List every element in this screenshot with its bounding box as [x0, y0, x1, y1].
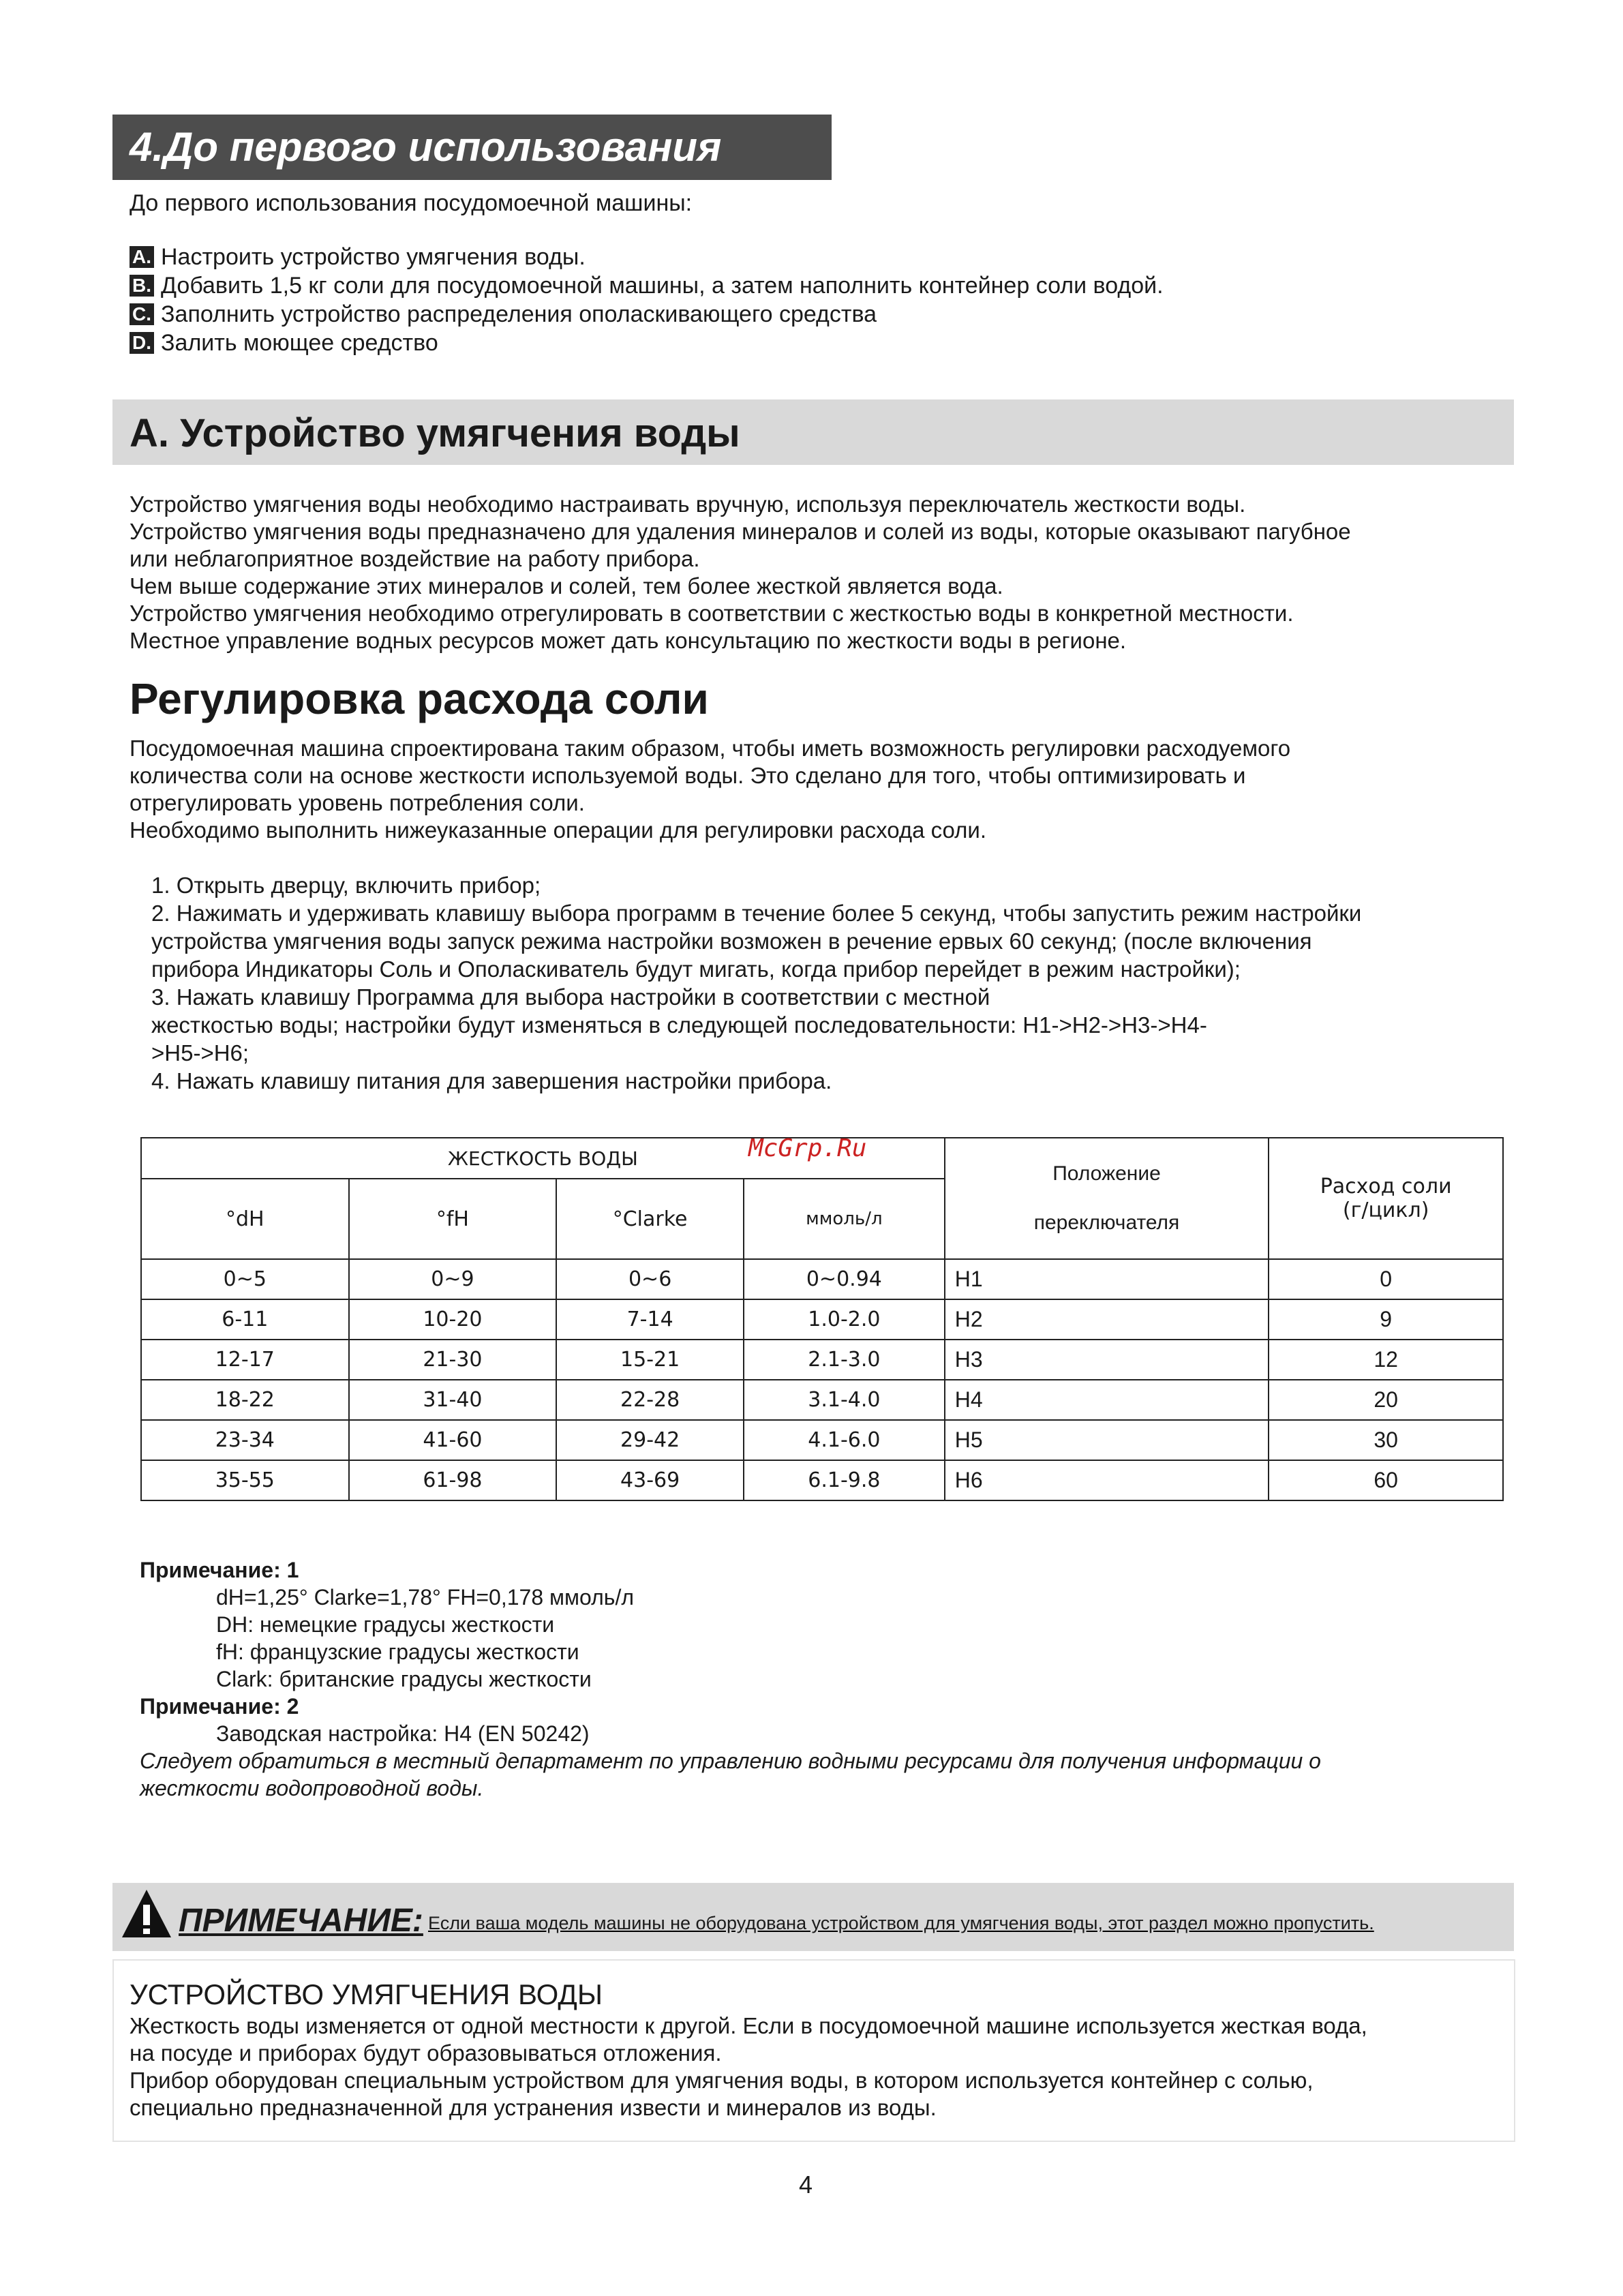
paragraph-line: Посудомоечная машина спроектирована таким образом, чтобы иметь возможность регулировки расходуемого: [130, 736, 1291, 761]
cell-salt: 0: [1269, 1259, 1503, 1299]
note-line: Clark: британские градусы жесткости: [216, 1667, 592, 1691]
softener-box-body: [130, 2012, 1367, 2121]
box-line: Жесткость воды изменяется от одной местности к другой. Если в посудомоечной машине используется жесткая вода,: [130, 2013, 1367, 2038]
paragraph-line: или неблагоприятное воздействие на работу прибора.: [130, 546, 700, 571]
note-line: Заводская настройка: H4 (EN 50242): [216, 1721, 590, 1746]
section-a-paragraph: [130, 491, 1351, 654]
cell-clarke: 0~6: [556, 1259, 744, 1299]
note-line: dH=1,25° Clarke=1,78° FH=0,178 ммоль/л: [216, 1585, 634, 1610]
softener-box-title: УСТРОЙСТВО УМЯГЧЕНИЯ ВОДЫ: [130, 1978, 603, 2010]
cell-position: H1: [945, 1259, 1269, 1299]
table-row: [141, 1380, 1503, 1420]
operation-line: прибора Индикаторы Соль и Ополаскиватель будут мигать, когда прибор перейдет в режим настройки);: [151, 956, 1241, 982]
cell-salt: 30: [1269, 1420, 1503, 1460]
cell-clarke: 43-69: [556, 1460, 744, 1500]
step-text: Настроить устройство умягчения воды.: [161, 244, 586, 270]
hardness-header: ЖЕСТКОСТЬ ВОДЫ: [141, 1138, 945, 1179]
salt-heading: Регулировка расхода соли: [130, 674, 709, 723]
cell-mmol: 4.1-6.0: [744, 1420, 945, 1460]
step-b: [130, 271, 1164, 300]
paragraph-line: Устройство умягчения воды необходимо настраивать вручную, используя переключатель жесткости воды.: [130, 492, 1246, 517]
operation-line: 3. Нажать клавишу Программа для выбора настройки в соответствии с местной: [151, 984, 990, 1010]
paragraph-line: Чем выше содержание этих минералов и солей, тем более жесткой является вода.: [130, 573, 1003, 599]
cell-mmol: 6.1-9.8: [744, 1460, 945, 1500]
cell-dh: 35-55: [141, 1460, 349, 1500]
cell-dh: 23-34: [141, 1420, 349, 1460]
cell-mmol: 1.0-2.0: [744, 1299, 945, 1340]
cell-position: H6: [945, 1460, 1269, 1500]
operation-line: >H5->H6;: [151, 1040, 249, 1066]
paragraph-line: Устройство умягчения воды предназначено для удаления минералов и солей из воды, которые оказывают пагубное: [130, 519, 1351, 544]
cell-dh: 6-11: [141, 1299, 349, 1340]
table-row: [141, 1299, 1503, 1340]
step-text: Добавить 1,5 кг соли для посудомоечной машины, а затем наполнить контейнер соли водой.: [161, 273, 1164, 299]
cell-position: H2: [945, 1299, 1269, 1340]
cell-fh: 0~9: [349, 1259, 557, 1299]
note-1-label: Примечание: 1: [140, 1558, 299, 1582]
cell-salt: 60: [1269, 1460, 1503, 1500]
warning-text: Если ваша модель машины не оборудована устройством для умягчения воды, этот раздел можно пропустить.: [428, 1913, 1374, 1933]
box-line: Прибор оборудован специальным устройством для умягчения воды, в котором используется контейнер с солью,: [130, 2068, 1314, 2093]
note-italic-line: жесткости водопроводной воды.: [140, 1776, 484, 1800]
paragraph-line: отрегулировать уровень потребления соли.: [130, 790, 585, 815]
warning-heading: ПРИМЕЧАНИЕ:: [179, 1903, 423, 1939]
operation-line: 2. Нажимать и удерживать клавишу выбора программ в течение более 5 секунд, чтобы запустить режим настройки: [151, 901, 1362, 926]
position-header-line2: переключателя: [1033, 1211, 1180, 1234]
table-row: [141, 1259, 1503, 1299]
section-4-title: 4.До первого использования: [130, 124, 722, 170]
paragraph-line: Местное управление водных ресурсов может дать консультацию по жесткости воды в регионе.: [130, 628, 1127, 653]
unit-fh-header: °fH: [349, 1179, 557, 1259]
cell-dh: 18-22: [141, 1380, 349, 1420]
operation-line: устройства умягчения воды запуск режима настройки возможен в речение ервых 60 секунд; (после включения: [151, 928, 1312, 954]
step-c: [130, 300, 1164, 329]
cell-salt: 9: [1269, 1299, 1503, 1340]
cell-position: H3: [945, 1340, 1269, 1380]
cell-fh: 21-30: [349, 1340, 557, 1380]
watermark: McGrp.Ru: [748, 1134, 867, 1162]
position-header: [945, 1138, 1269, 1259]
unit-dh-header: °dH: [141, 1179, 349, 1259]
operation-line: жесткостью воды; настройки будут изменяться в следующей последовательности: H1->H2->H3->H4-: [151, 1012, 1207, 1038]
step-letter: C.: [130, 303, 154, 325]
salt-header-line1: Расход соли: [1320, 1175, 1452, 1198]
step-letter: B.: [130, 275, 154, 297]
paragraph-line: Необходимо выполнить нижеуказанные операции для регулировки расхода соли.: [130, 817, 987, 843]
cell-mmol: 2.1-3.0: [744, 1340, 945, 1380]
cell-clarke: 15-21: [556, 1340, 744, 1380]
cell-salt: 12: [1269, 1340, 1503, 1380]
operation-line: 1. Открыть дверцу, включить прибор;: [151, 873, 541, 898]
cell-clarke: 29-42: [556, 1420, 744, 1460]
salt-header-line2: (г/цикл): [1342, 1198, 1429, 1222]
table-row: [141, 1340, 1503, 1380]
salt-paragraph: [130, 735, 1290, 844]
cell-mmol: 3.1-4.0: [744, 1380, 945, 1420]
section-a-title: A. Устройство умягчения воды: [130, 411, 740, 455]
step-d: [130, 329, 1164, 357]
paragraph-line: Устройство умягчения необходимо отрегулировать в соответствии с жесткостью воды в конкретной местности.: [130, 601, 1294, 626]
step-letter: A.: [130, 246, 154, 268]
cell-clarke: 7-14: [556, 1299, 744, 1340]
position-header-line1: Положение: [1052, 1162, 1161, 1185]
cell-position: H5: [945, 1420, 1269, 1460]
salt-operations: [151, 871, 1361, 1095]
cell-fh: 31-40: [349, 1380, 557, 1420]
cell-salt: 20: [1269, 1380, 1503, 1420]
cell-dh: 12-17: [141, 1340, 349, 1380]
page-number: 4: [799, 2171, 813, 2199]
note-line: DH: немецкие градусы жесткости: [216, 1612, 555, 1637]
step-text: Заполнить устройство распределения ополаскивающего средства: [161, 301, 877, 327]
table-row: [141, 1420, 1503, 1460]
cell-position: H4: [945, 1380, 1269, 1420]
box-line: на посуде и приборах будут образовываться отложения.: [130, 2040, 722, 2066]
section-4-steps: [130, 243, 1164, 357]
cell-clarke: 22-28: [556, 1380, 744, 1420]
warning-icon: [119, 1887, 174, 1942]
unit-clarke-header: °Clarke: [556, 1179, 744, 1259]
operation-line: 4. Нажать клавишу питания для завершения настройки прибора.: [151, 1068, 832, 1093]
note-italic-line: Следует обратиться в местный департамент по управлению водными ресурсами для получения информации о: [140, 1749, 1321, 1773]
cell-fh: 10-20: [349, 1299, 557, 1340]
section-4-intro: До первого использования посудомоечной машины:: [130, 190, 693, 216]
cell-fh: 41-60: [349, 1420, 557, 1460]
step-letter: D.: [130, 332, 154, 354]
cell-mmol: 0~0.94: [744, 1259, 945, 1299]
cell-dh: 0~5: [141, 1259, 349, 1299]
cell-fh: 61-98: [349, 1460, 557, 1500]
note-line: fH: французские градусы жесткости: [216, 1640, 579, 1664]
paragraph-line: количества соли на основе жесткости используемой воды. Это сделано для того, чтобы оптимизировать и: [130, 763, 1246, 788]
step-text: Залить моющее средство: [161, 330, 438, 356]
table-row: [141, 1460, 1503, 1500]
box-line: специально предназначенной для устранения извести и минералов из воды.: [130, 2095, 937, 2120]
step-a: [130, 243, 1164, 271]
notes-block: [140, 1556, 1321, 1802]
note-2-label: Примечание: 2: [140, 1694, 299, 1719]
salt-consumption-header: [1269, 1138, 1503, 1259]
unit-mmol-header: ммоль/л: [744, 1179, 945, 1259]
hardness-table: [140, 1137, 1504, 1501]
